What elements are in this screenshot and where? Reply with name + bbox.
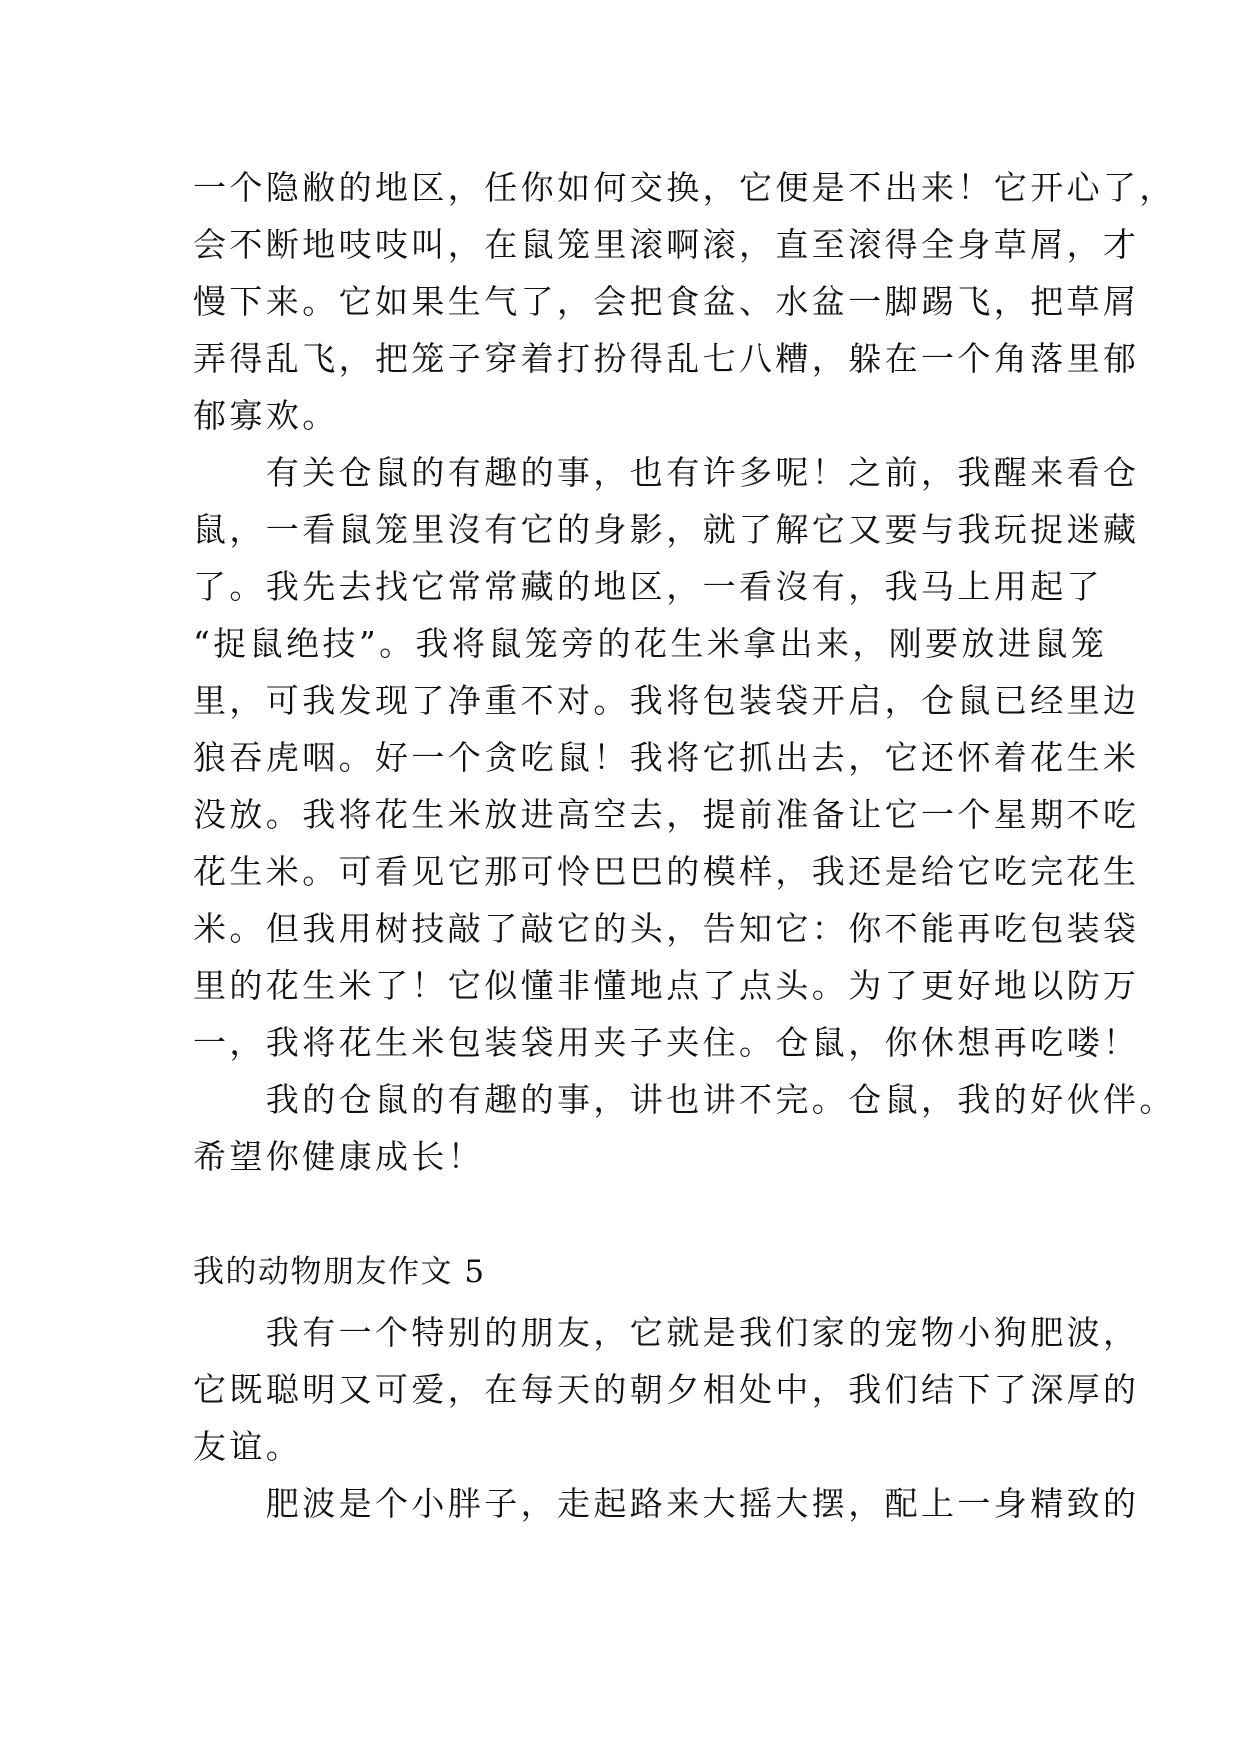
- text-line: “捉鼠绝技”。我将鼠笼旁的花生米拿出来，刚要放进鼠笼: [193, 624, 1108, 663]
- text-line: 没放。我将花生米放进高空去，提前准备让它一个星期不吃: [193, 795, 1140, 834]
- text-line: 花生米。可看见它那可怜巴巴的模样，我还是给它吃完花生: [193, 852, 1140, 891]
- text-line: 米。但我用树技敲了敲它的头，告知它：你不能再吃包装袋: [193, 909, 1140, 948]
- text-line: 我有一个特别的朋友，它就是我们家的宠物小狗肥波，: [193, 1313, 1140, 1352]
- text-line: 友谊。: [193, 1427, 303, 1466]
- text-line: 会不断地吱吱叫，在鼠笼里滚啊滚，直至滚得全身草屑，才: [193, 225, 1140, 264]
- text-line: 鼠，一看鼠笼里沒有它的身影，就了解它又要与我玩捉迷藏: [193, 510, 1140, 549]
- text-line: 狼吞虎咽。好一个贪吃鼠！我将它抓出去，它还怀着花生米: [193, 738, 1140, 777]
- text-line: 慢下来。它如果生气了，会把食盆、水盆一脚踢飞，把草屑: [193, 282, 1140, 321]
- text-line: 我的仓鼠的有趣的事，讲也讲不完。仓鼠，我的好伙伴。: [193, 1080, 1176, 1119]
- text-line: 有关仓鼠的有趣的事，也有许多呢！之前，我醒来看仓: [193, 453, 1140, 492]
- text-line: 了。我先去找它常常藏的地区，一看沒有，我马上用起了: [193, 567, 1103, 606]
- text-line: 里的花生米了！它似懂非懂地点了点头。为了更好地以防万: [193, 966, 1140, 1005]
- text-line: 里，可我发现了净重不对。我将包装袋开启，仓鼠已经里边: [193, 681, 1140, 720]
- section-title: 我的动物朋友作文 5: [193, 1254, 486, 1290]
- text-line: 弄得乱飞，把笼子穿着打扮得乱七八糟，躲在一个角落里郁: [193, 339, 1140, 378]
- text-line: 郁寡欢。: [193, 396, 339, 435]
- text-line: 一个隐敝的地区，任你如何交换，它便是不出来！它开心了，: [193, 168, 1176, 207]
- text-line: 希望你健康成长！: [193, 1137, 485, 1176]
- text-line: 肥波是个小胖子，走起路来大摇大摆，配上一身精致的: [193, 1484, 1140, 1523]
- text-line: 它既聪明又可爱，在每天的朝夕相处中，我们结下了深厚的: [193, 1370, 1140, 1409]
- text-line: 一，我将花生米包装袋用夹子夹住。仓鼠，你休想再吃喽！: [193, 1023, 1140, 1062]
